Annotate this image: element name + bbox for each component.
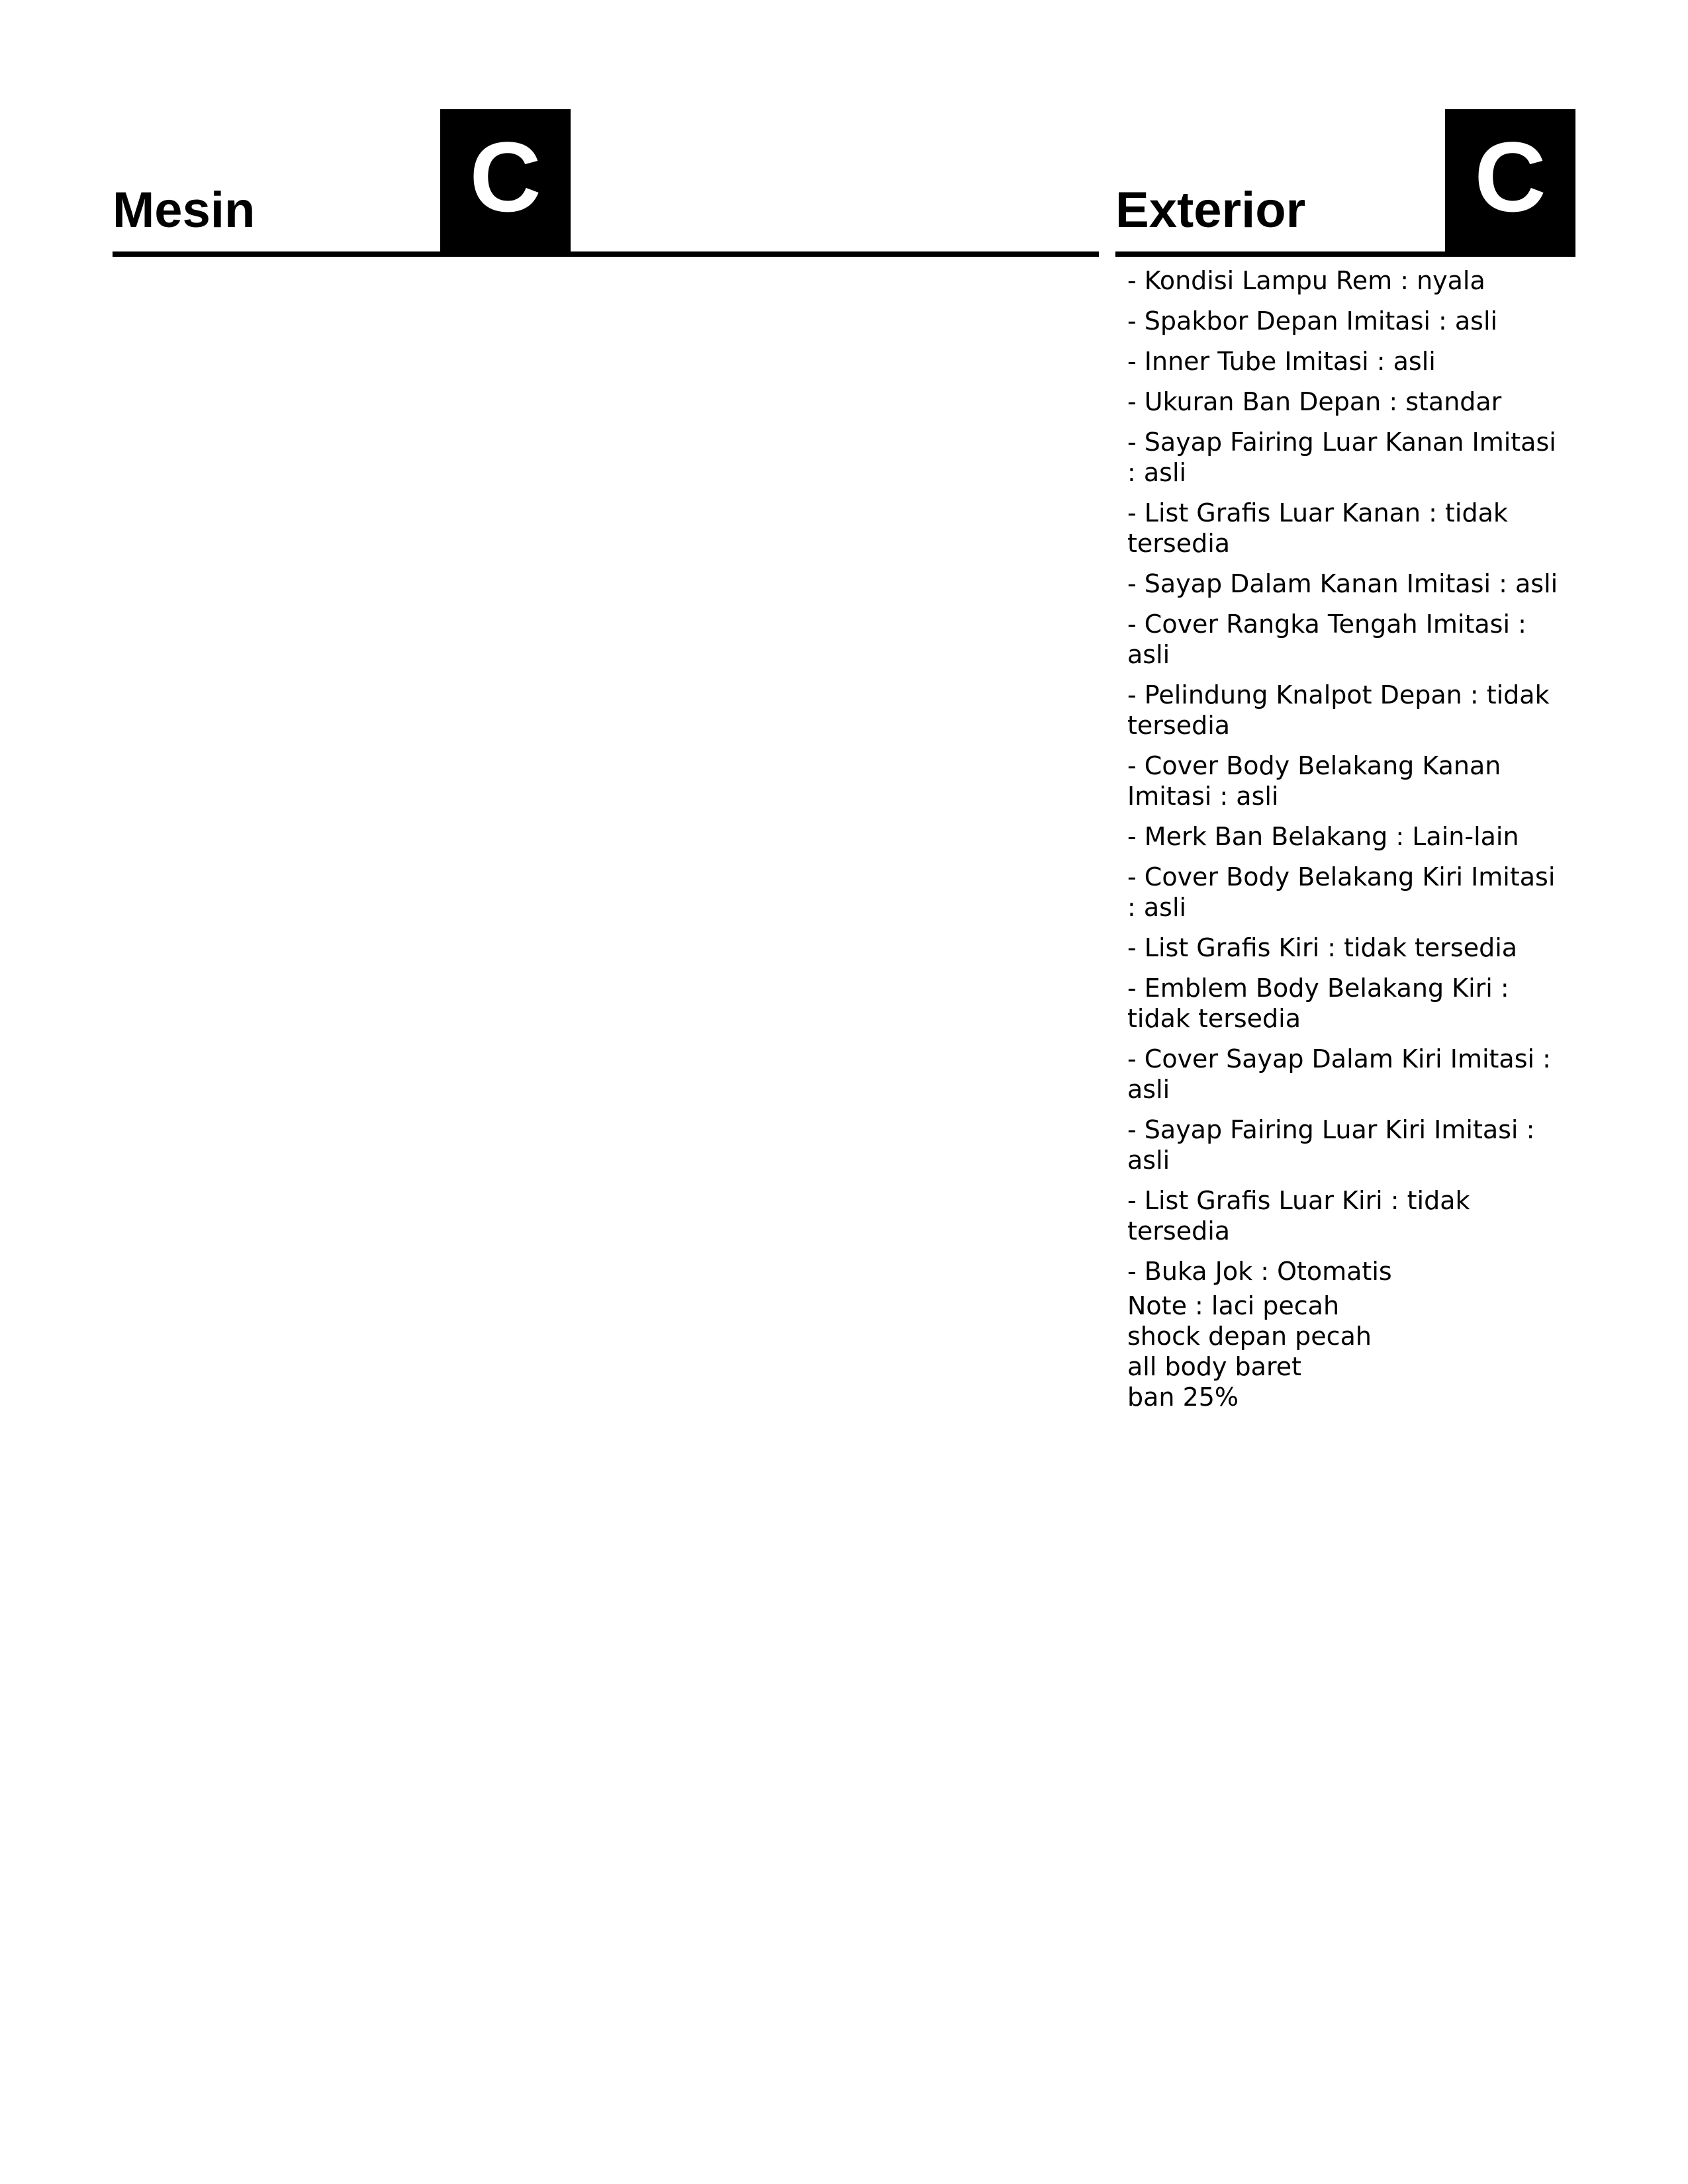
list-item: - Emblem Body Belakang Kiri : tidak tersedia bbox=[1127, 974, 1509, 1033]
list-item: - List Grafis Kiri : tidak tersedia bbox=[1127, 933, 1518, 962]
list-item: - Pelindung Knalpot Depan : tidak tersedia bbox=[1127, 680, 1550, 740]
exterior-section-header bbox=[1115, 0, 1575, 257]
list-item: - Sayap Fairing Luar Kanan Imitasi : asli bbox=[1127, 428, 1556, 487]
list-item: - List Grafis Luar Kiri : tidak tersedia bbox=[1127, 1186, 1470, 1246]
note-line: all body baret bbox=[1127, 1352, 1302, 1381]
list-item: - Sayap Fairing Luar Kiri Imitasi : asli bbox=[1127, 1115, 1535, 1175]
list-item: - Buka Jok : Otomatis bbox=[1127, 1257, 1392, 1286]
list-item: - Kondisi Lampu Rem : nyala bbox=[1127, 266, 1485, 295]
exterior-items-list bbox=[1127, 255, 1564, 1287]
list-item: - Cover Sayap Dalam Kiri Imitasi : asli bbox=[1127, 1044, 1551, 1104]
note-line: ban 25% bbox=[1127, 1383, 1239, 1412]
list-item: - Cover Rangka Tengah Imitasi : asli bbox=[1127, 610, 1526, 669]
note-line: Note : laci pecah bbox=[1127, 1291, 1340, 1320]
list-item: - Ukuran Ban Depan : standar bbox=[1127, 387, 1502, 416]
mesin-section-header bbox=[113, 0, 1099, 257]
mesin-grade-badge: C bbox=[440, 109, 571, 251]
list-item: - Sayap Dalam Kanan Imitasi : asli bbox=[1127, 569, 1558, 598]
exterior-note bbox=[1127, 1291, 1564, 1412]
list-item: - List Grafis Luar Kanan : tidak tersedia bbox=[1127, 498, 1508, 558]
list-item: - Merk Ban Belakang : Lain-lain bbox=[1127, 822, 1519, 851]
exterior-section-title: Exterior bbox=[1115, 182, 1306, 238]
exterior-grade-badge: C bbox=[1445, 109, 1575, 251]
list-item: - Inner Tube Imitasi : asli bbox=[1127, 347, 1436, 376]
list-item: - Cover Body Belakang Kiri Imitasi : asli bbox=[1127, 862, 1556, 922]
mesin-section-title: Mesin bbox=[113, 182, 256, 238]
note-line: shock depan pecah bbox=[1127, 1322, 1372, 1351]
list-item: - Spakbor Depan Imitasi : asli bbox=[1127, 306, 1498, 336]
list-item: - Cover Body Belakang Kanan Imitasi : asli bbox=[1127, 751, 1501, 811]
